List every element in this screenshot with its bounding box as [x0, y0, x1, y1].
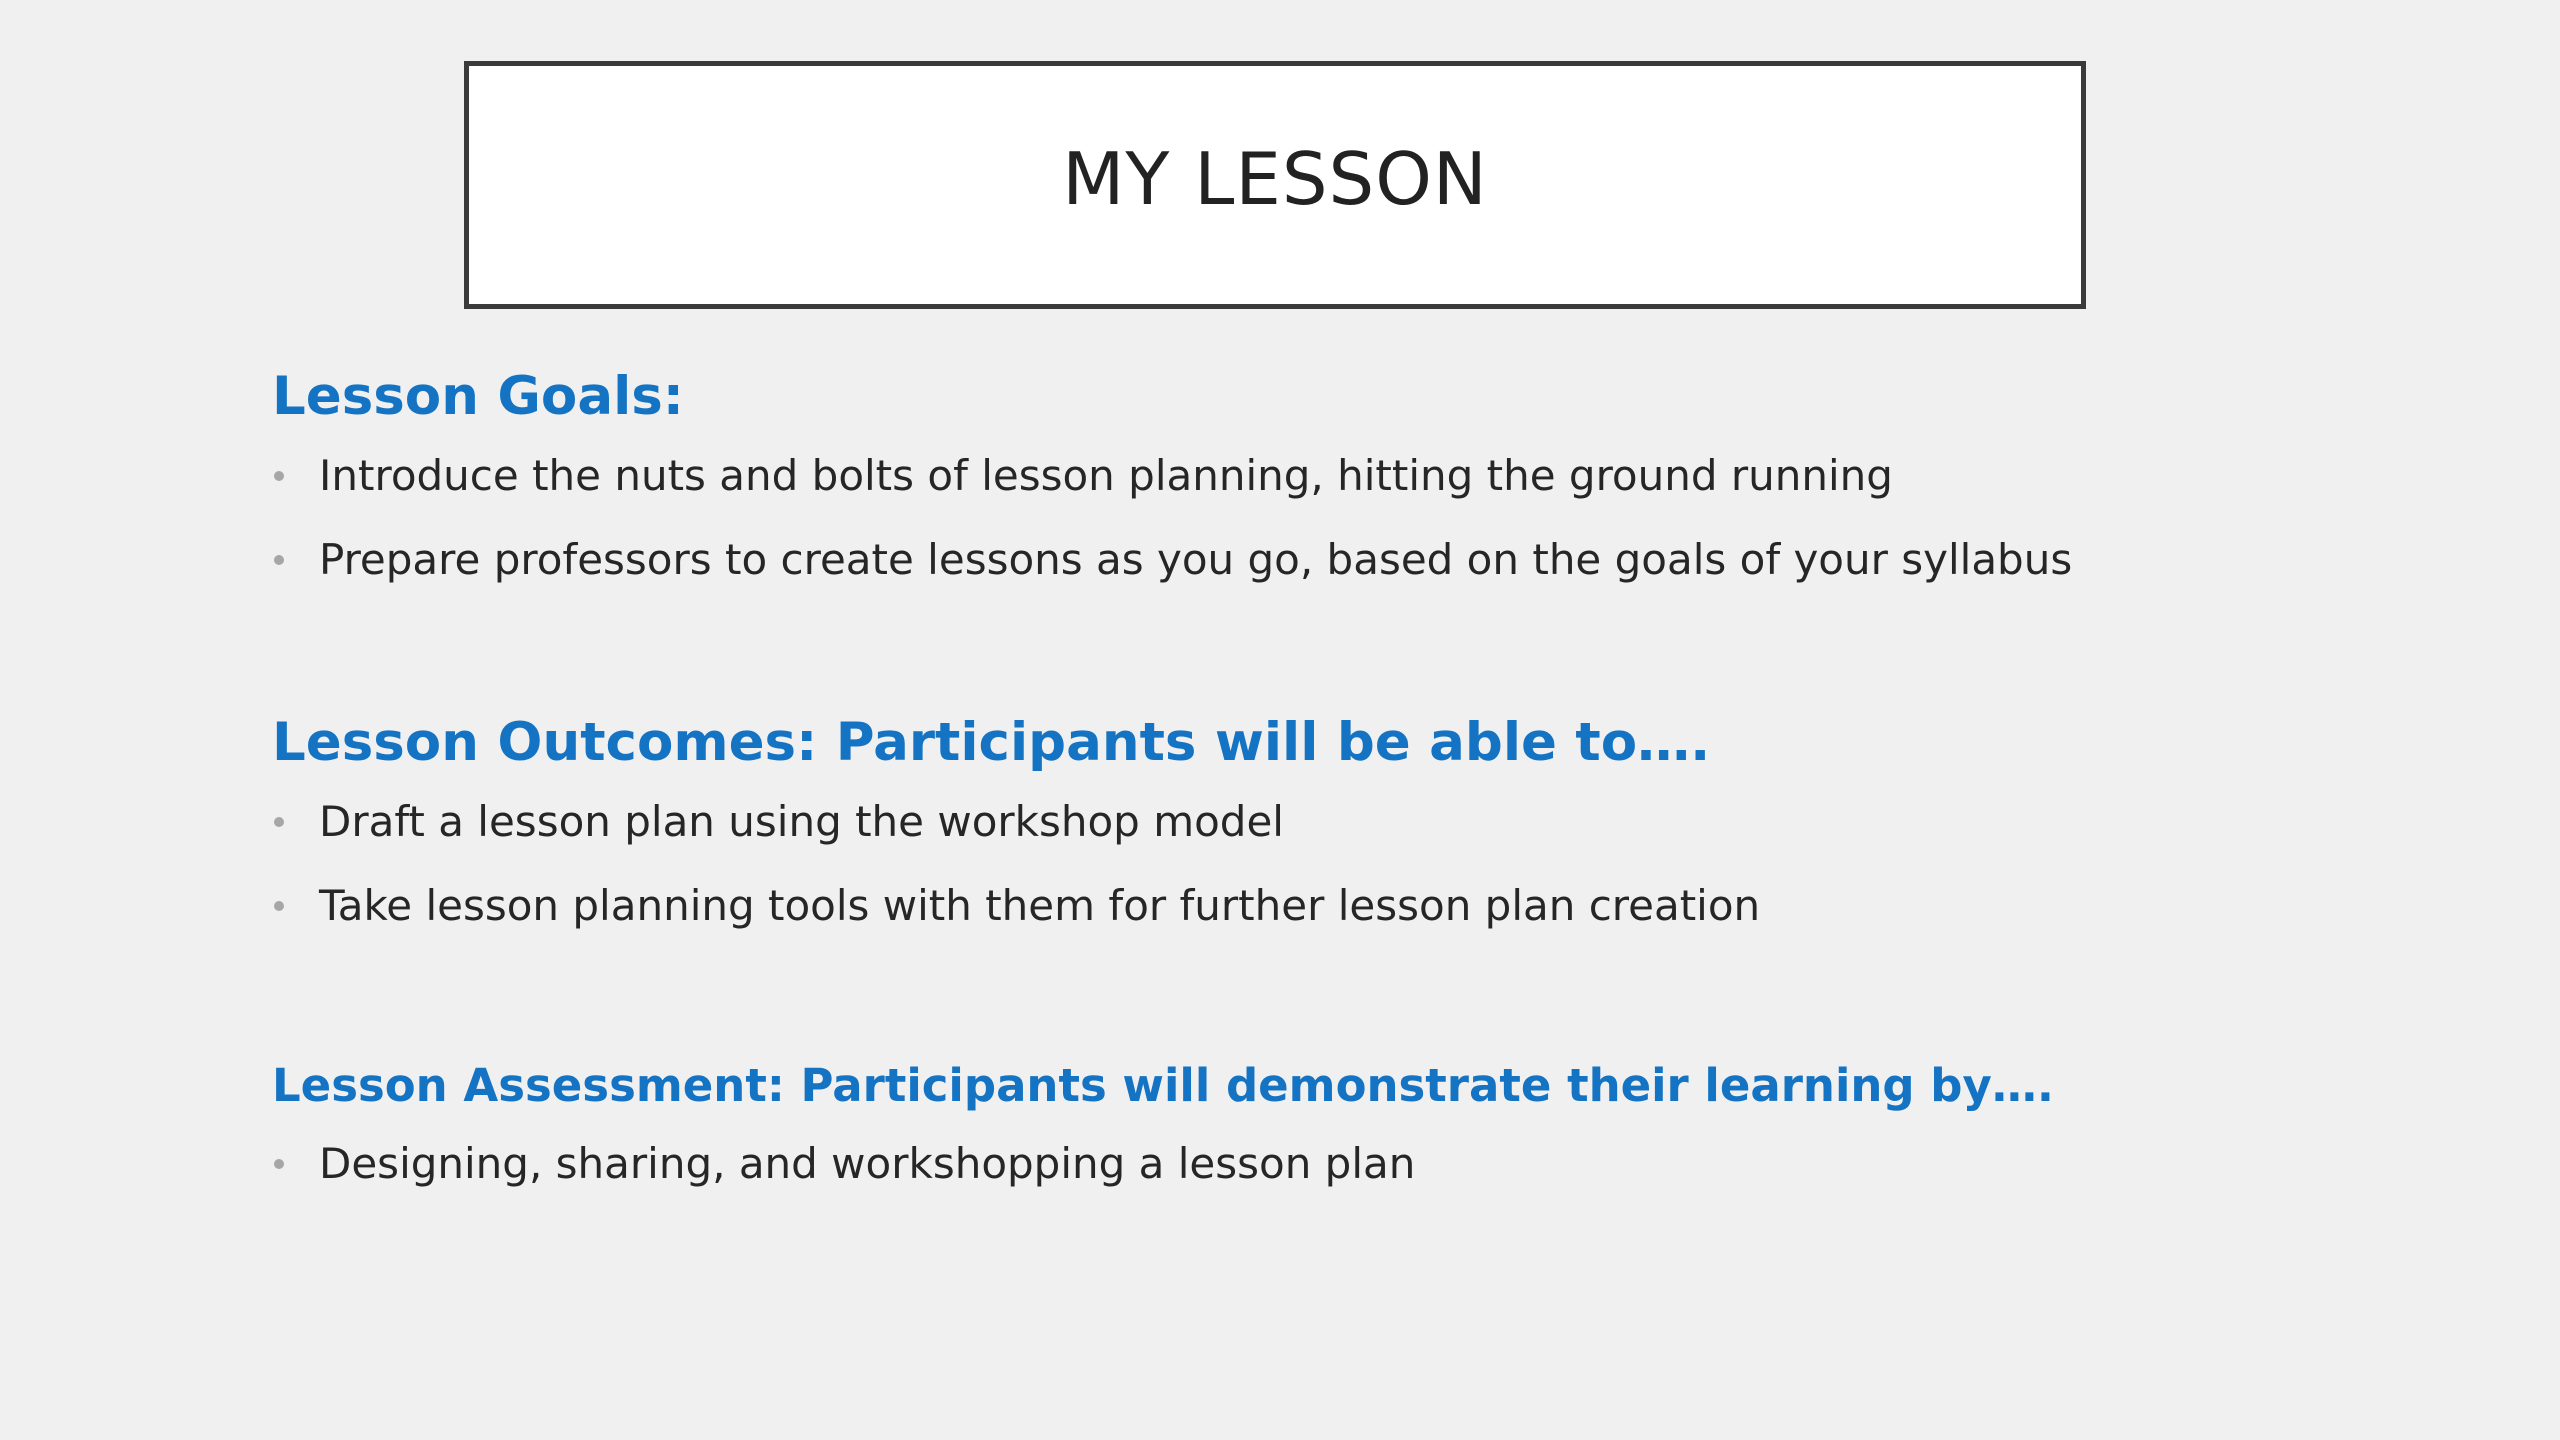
section-heading: Lesson Assessment: Participants will demonstrate their learning by….: [272, 1059, 2054, 1112]
list-item: [272, 880, 1760, 932]
bullet-icon: [274, 1159, 284, 1169]
title-placeholder[interactable]: [464, 61, 2086, 309]
bullet-text: Draft a lesson plan using the workshop model: [319, 797, 1284, 846]
list-item: [272, 534, 2072, 586]
list-item: [272, 796, 1760, 848]
bullet-icon: [274, 901, 284, 911]
bullet-list: [272, 1138, 2054, 1190]
bullet-text: Designing, sharing, and workshopping a lesson plan: [319, 1139, 1416, 1188]
section-lesson-goals: [272, 362, 2072, 618]
bullet-list: [272, 450, 2072, 586]
bullet-text: Prepare professors to create lessons as you go, based on the goals of your syllabus: [319, 535, 2073, 584]
list-item: [272, 450, 2072, 502]
bullet-icon: [274, 817, 284, 827]
section-heading: Lesson Goals:: [272, 366, 684, 427]
bullet-list: [272, 796, 1760, 932]
slide-title: MY LESSON: [1062, 137, 1488, 221]
bullet-text: Take lesson planning tools with them for further lesson plan creation: [319, 881, 1761, 930]
bullet-text: Introduce the nuts and bolts of lesson planning, hitting the ground running: [319, 451, 1893, 500]
bullet-icon: [274, 555, 284, 565]
list-item: [272, 1138, 2054, 1190]
section-lesson-outcomes: [272, 708, 1760, 964]
bullet-icon: [274, 471, 284, 481]
section-lesson-assessment: [272, 1056, 2054, 1222]
section-heading: Lesson Outcomes: Participants will be able to….: [272, 712, 1711, 773]
